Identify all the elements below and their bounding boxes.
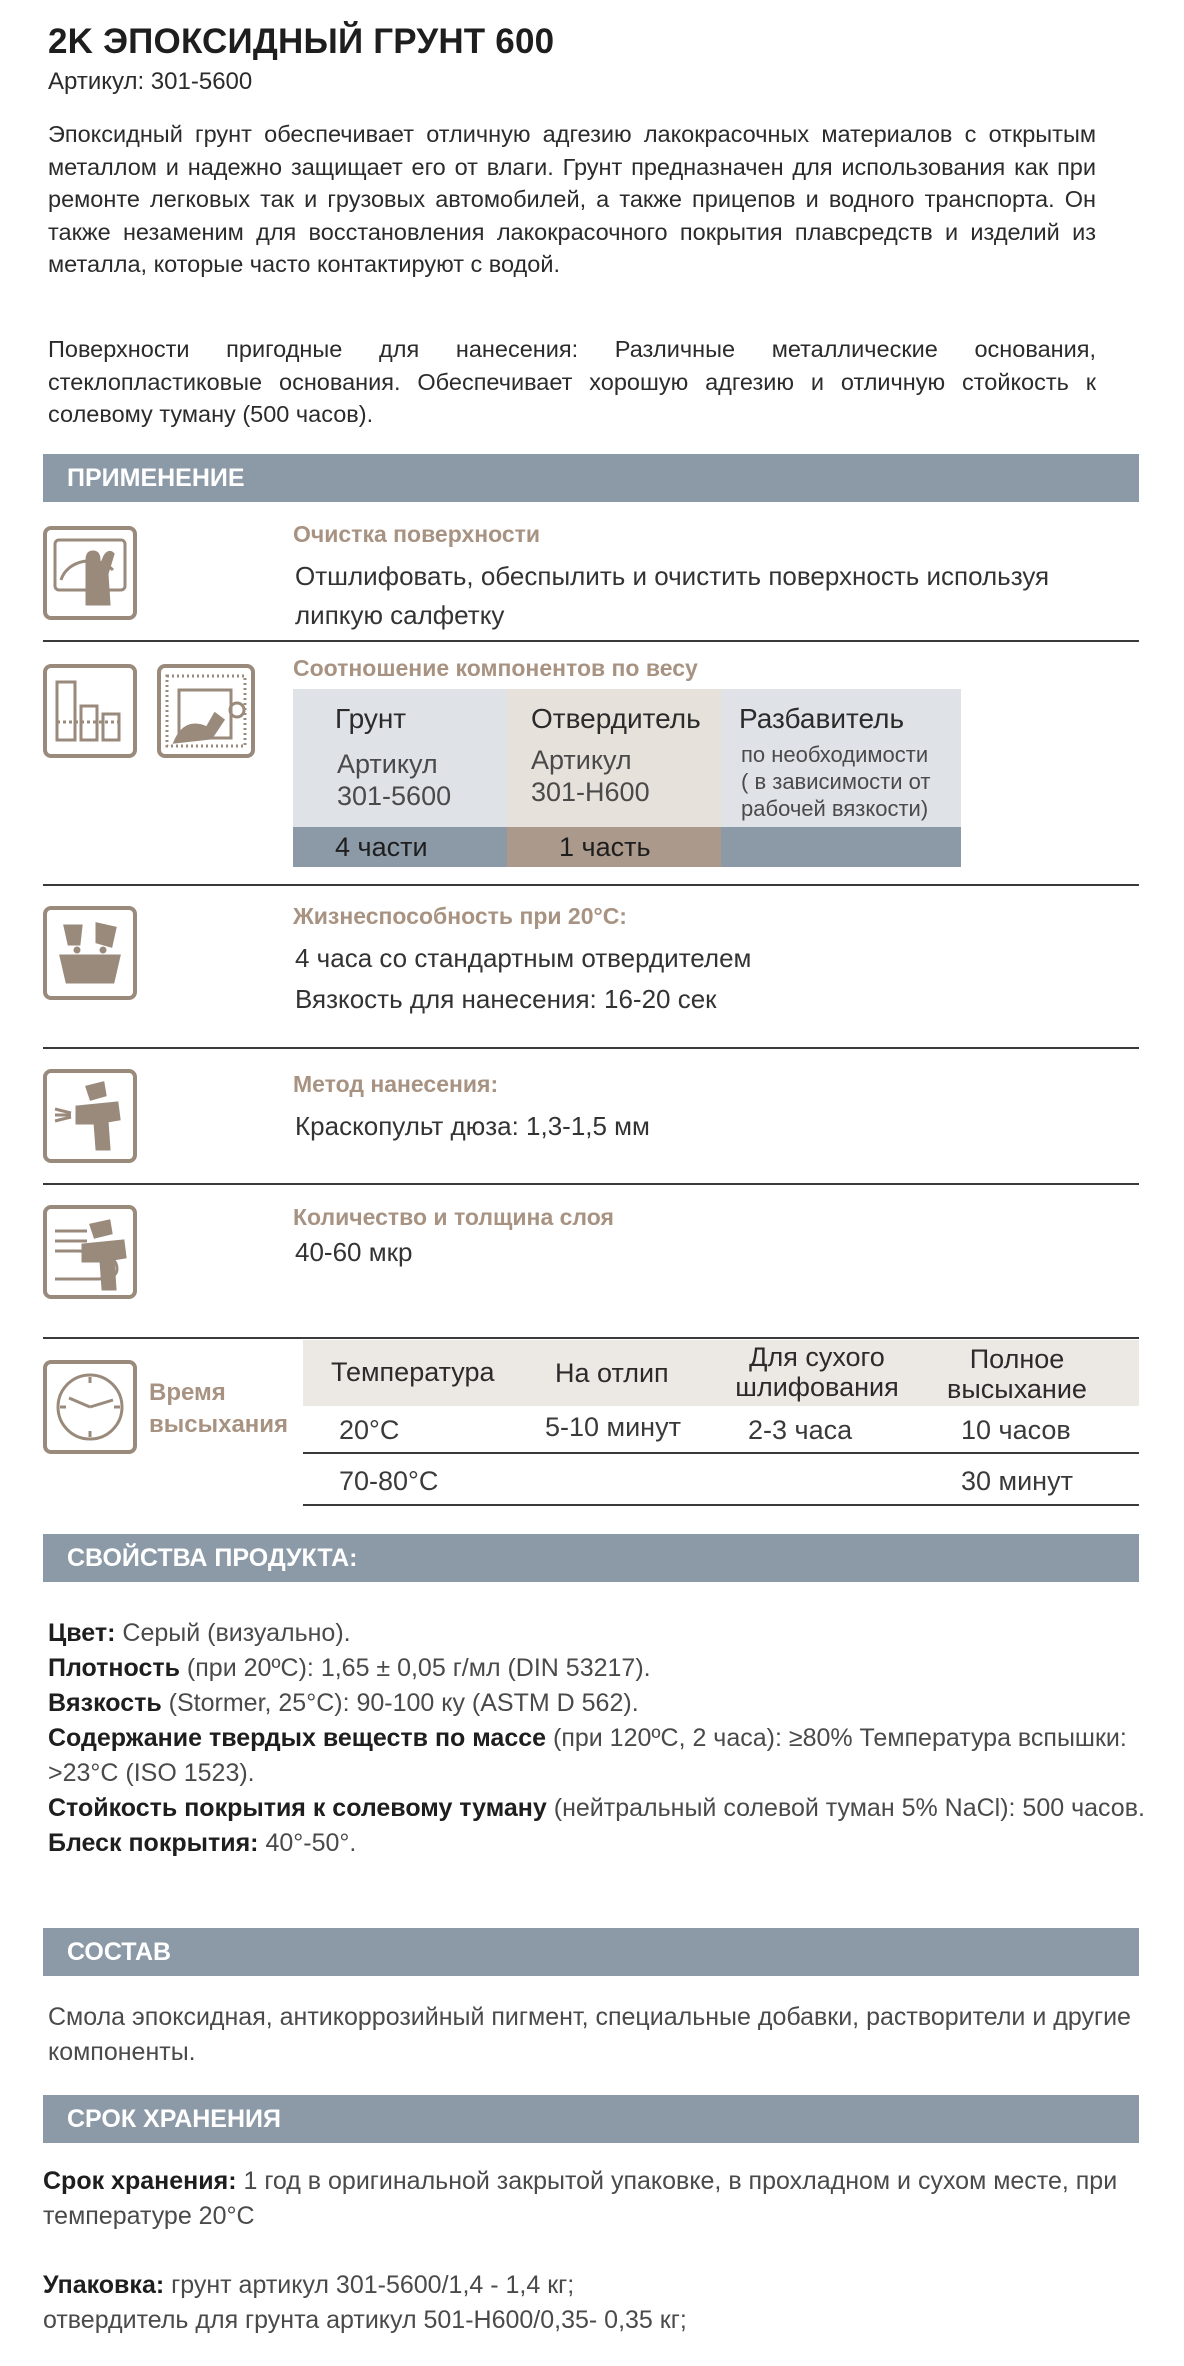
cleaning-line-1: Отшлифовать, обеспылить и очистить поверхность используя (295, 561, 1050, 591)
ratio-bars-icon (43, 664, 137, 758)
drying-header-full-1: Полное (969, 1344, 1065, 1374)
divider (43, 1183, 1139, 1185)
drying-row (303, 1456, 1139, 1506)
drying-header-temp: Температура (331, 1357, 495, 1387)
layer-thickness-icon (43, 1205, 137, 1299)
pot-life-line-1: 4 часа со стандартным отвердителем (295, 943, 752, 973)
pot-life-line-2: Вязкость для нанесения: 16-20 сек (295, 984, 717, 1014)
ratio-thinner-note-1: по необходимости (741, 742, 929, 767)
ratio-primer-name: Грунт (335, 703, 407, 734)
drying-header-sand-2: шлифования (735, 1372, 899, 1402)
ratio-hardener-cell (507, 689, 721, 827)
ratio-thinner-note-3: рабочей вязкости) (741, 796, 929, 821)
ratio-hardener-name: Отвердитель (531, 703, 701, 734)
product-title: 2K ЭПОКСИДНЫЙ ГРУНТ 600 (48, 22, 555, 61)
ratio-primer-parts-cell (293, 827, 507, 867)
shelf-life: Срок хранения: 1 год в оригинальной закрытой упаковке, в прохладном и сухом месте, при температуре 20°С (43, 2167, 1118, 2230)
property-density: Плотность (при 20ºС): 1,65 ± 0,05 г/мл (DIN 53217). (48, 1654, 651, 1682)
property-salt-spray: Стойкость покрытия к солевому туману (нейтральный солевой туман 5% NaCl): 500 часов. (48, 1794, 1145, 1822)
ratio-thinner-note-2: ( в зависимости от (741, 769, 931, 794)
drying-row-1-tack: 5-10 минут (545, 1412, 681, 1442)
ratio-thinner-cell (721, 689, 961, 827)
drying-row-2-full: 30 минут (961, 1466, 1073, 1496)
drying-label-1: Время (149, 1379, 226, 1406)
ratio-hardener-art: 301-H600 (531, 777, 650, 807)
divider (43, 640, 1139, 642)
section-bar-storage: СРОК ХРАНЕНИЯ (43, 2095, 1139, 2143)
ratio-heading: Соотношение компонентов по весу (293, 655, 698, 681)
divider (43, 884, 1139, 886)
ratio-primer-art-label: Артикул (337, 749, 438, 779)
article-number: Артикул: 301-5600 (48, 68, 253, 95)
ratio-thinner-parts-cell (721, 827, 961, 867)
section-bar-application: ПРИМЕНЕНИЕ (43, 454, 1139, 502)
cleaning-line-2: липкую салфетку (295, 600, 505, 630)
ratio-hardener-parts: 1 часть (559, 832, 651, 862)
divider (43, 1047, 1139, 1049)
thickness-value: 40-60 мкр (295, 1237, 413, 1267)
cleaning-heading: Очистка поверхности (293, 521, 541, 547)
pot-life-heading: Жизнеспособность при 20°С: (293, 903, 627, 929)
drying-header-sand-1: Для сухого (749, 1342, 885, 1372)
drying-row-1-full: 10 часов (961, 1415, 1071, 1445)
property-solids: Содержание твердых веществ по массе (при 120ºС, 2 часа): ≥80% Температура вспышки: >23°С (ISO 1523). (48, 1724, 1127, 1787)
packaging: Упаковка: грунт артикул 301-5600/1,4 - 1,4 кг; отвердитель для грунта артикул 501-H600/0,35- 0,35 кг; (43, 2271, 687, 2334)
composition-text: Смола эпоксидная, антикоррозийный пигмент, специальные добавки, растворители и другие компоненты. (48, 2003, 1131, 2066)
property-gloss: Блеск покрытия: 40°-50°. (48, 1829, 357, 1857)
drying-header-row (303, 1340, 1139, 1406)
property-viscosity: Вязкость (Stormer, 25°С): 90-100 ку (ASTM D 562). (48, 1689, 639, 1717)
property-color: Цвет: Серый (визуально). (48, 1619, 351, 1647)
spray-gun-icon (43, 1069, 137, 1163)
drying-header-full-2: высыхание (947, 1374, 1087, 1404)
divider (43, 1337, 1139, 1339)
method-heading: Метод нанесения: (293, 1071, 499, 1097)
ratio-thinner-name: Разбавитель (739, 703, 905, 734)
section-bar-properties: СВОЙСТВА ПРОДУКТА: (43, 1534, 1139, 1582)
intro-paragraph: Эпоксидный грунт обеспечивает отличную адгезию лакокрасочных материалов с открытым металлом и надежно защищает его от влаги. Грунт предназначен для использования как при ремонте легковых так и грузовых автомобилей, а также прицепов и водного транспорта. Он также незаменим для восстановления лакокрасочного покрытия плавсредств и изделий из металла, которые часто контактируют с водой. (48, 121, 1096, 277)
ratio-hardener-parts-cell (507, 827, 721, 867)
section-bar-composition: СОСТАВ (43, 1928, 1139, 1976)
drying-header-tack: На отлип (555, 1358, 669, 1388)
drying-row-1-temp: 20°С (339, 1415, 400, 1445)
mixing-cup-icon (157, 664, 255, 758)
thickness-heading: Количество и толщина слоя (293, 1204, 614, 1230)
product-properties (48, 1616, 1148, 1861)
clock-icon (43, 1360, 137, 1454)
drying-row-1-sand: 2-3 часа (748, 1415, 853, 1445)
drying-label-2: высыхания (149, 1411, 289, 1438)
ratio-hardener-art-label: Артикул (531, 745, 632, 775)
method-line-1: Краскопульт дюза: 1,3-1,5 мм (295, 1111, 650, 1141)
surface-cleaning-icon (43, 526, 137, 620)
ratio-primer-parts: 4 части (335, 832, 428, 862)
ratio-table (293, 689, 968, 869)
drying-row (303, 1406, 1139, 1454)
ratio-primer-art: 301-5600 (337, 781, 452, 811)
ratio-primer-cell (293, 689, 507, 827)
pot-life-mixing-icon (43, 906, 137, 1000)
drying-row-2-temp: 70-80°С (339, 1466, 439, 1496)
drying-table (303, 1340, 1139, 1508)
surfaces-paragraph: Поверхности пригодные для нанесения: Различные металлические основания, стеклопластиковые основания. Обеспечивает хорошую адгезию и отличную стойкость к солевому туману (500 часов). (48, 336, 1096, 427)
